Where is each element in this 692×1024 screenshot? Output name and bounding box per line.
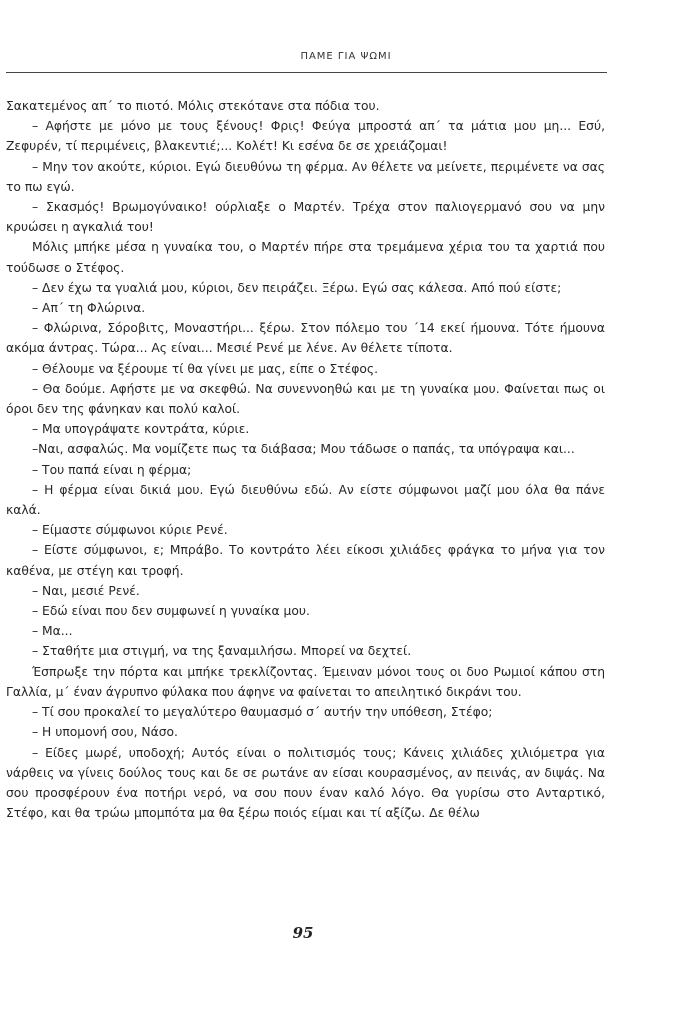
- page-number: 95: [292, 924, 314, 942]
- paragraph: –Ναι, ασφαλώς. Μα νομίζετε πως τα διάβασα; Μου τάδωσε ο παπάς, τα υπόγραψα και...: [32, 442, 575, 457]
- paragraph: – Η φέρμα είναι δικιά μου. Εγώ διευθύνω εδώ. Αν είστε σύμφωνοι μαζί μου όλα θα πάνε καλά.: [6, 482, 605, 518]
- paragraph: – Σταθήτε μια στιγμή, να της ξαναμιλήσω. Μπορεί να δεχτεί.: [32, 644, 412, 659]
- paragraph: – Δεν έχω τα γυαλιά μου, κύριοι, δεν πειράζει. Ξέρω. Εγώ σας κάλεσα. Από πού είστε;: [32, 280, 562, 295]
- paragraph: – Είστε σύμφωνοι, ε; Μπράβο. Το κοντράτο λέει είκοσι χιλιάδες φράγκα το μήνα για τον καθένα, με στέγη και τροφή.: [6, 543, 605, 578]
- paragraph: Μόλις μπήκε μέσα η γυναίκα του, ο Μαρτέν πήρε στα τρεμάμενα χέρια του τα χαρτιά που τούδωσε ο Στέφος.: [6, 240, 605, 275]
- paragraph: Έσπρωξε την πόρτα και μπήκε τρεκλίζοντας. Έμειναν μόνοι τους οι δυο Ρωμιοί κάπου στη Γαλλία, μ΄ έναν άγρυπνο φύλακα που άφηνε να φαίνεται το απειλητικό δικράνι του.: [6, 664, 605, 699]
- paragraph: – Τί σου προκαλεί το μεγαλύτερο θαυμασμό σ΄ αυτήν την υπόθεση, Στέφο;: [32, 705, 493, 720]
- paragraph: – Του παπά είναι η φέρμα;: [32, 462, 192, 477]
- paragraph: – Αφήστε με μόνο με τους ξένους! Φρις! Φεύγα μπροστά απ΄ τα μάτια μου μη... Εσύ, Ζεφυρέν, τί περιμένεις, βλακεντιέ;... Κολέτ! Κι εσένα δε σε χρειάζομαι!: [6, 119, 605, 154]
- paragraph: – Φλώρινα, Σόροβιτς, Μοναστήρι... ξέρω. Στον πόλεμο του ΄14 εκεί ήμουνα. Τότε ήμουνα ακόμα άντρας. Τώρα... Ας είναι... Μεσιέ Ρενέ με λένε. Αν θέλετε τίποτα.: [6, 321, 605, 356]
- paragraph: – Θα δούμε. Αφήστε με να σκεφθώ. Να συνεννοηθώ και με τη γυναίκα μου. Φαίνεται πως οι όροι δεν της φάνηκαν και πολύ καλοί.: [6, 381, 605, 417]
- paragraph: – Η υπομονή σου, Νάσο.: [32, 725, 178, 740]
- header-rule: [6, 72, 607, 73]
- body-text: [6, 96, 605, 823]
- paragraph: Σακατεμένος απ΄ το πιοτό. Μόλις στεκότανε στα πόδια του.: [6, 99, 380, 113]
- paragraph: – Απ΄ τη Φλώρινα.: [32, 301, 146, 316]
- paragraph: – Θέλουμε να ξέρουμε τί θα γίνει με μας, είπε ο Στέφος.: [32, 361, 379, 376]
- paragraph: – Μα...: [32, 624, 73, 639]
- paragraph: – Εδώ είναι που δεν συμφωνεί η γυναίκα μου.: [32, 604, 310, 619]
- paragraph: – Μην τον ακούτε, κύριοι. Εγώ διευθύνω τη φέρμα. Αν θέλετε να μείνετε, περιμένετε να σας το πω εγώ.: [6, 159, 605, 194]
- paragraph: – Σκασμός! Βρωμογύναικο! ούρλιαξε ο Μαρτέν. Τρέχα στον παλιογερμανό σου να μην κρυώσει η αγκαλιά του!: [6, 200, 605, 235]
- running-title: ΠΑΜΕ ΓΙΑ ΨΩΜΙ: [300, 51, 392, 62]
- paragraph: – Είμαστε σύμφωνοι κύριε Ρενέ.: [32, 523, 228, 538]
- paragraph: – Μα υπογράψατε κοντράτα, κύριε.: [32, 422, 250, 437]
- paragraph: – Είδες μωρέ, υποδοχή; Αυτός είναι ο πολιτισμός τους; Κάνεις χιλιάδες χιλιόμετρα για νάρθεις να γίνεις δούλος τους και δε σε ρωτάνε αν είσαι κουρασμένος, αν πεινάς, αν διψάς. Να σου προσφέρουν ένα ποτήρι νερό, να σου πουν έναν καλό λόγο. Θα γυρίσω στο Ανταρτικό, Στέφο, και θα τρώω μπομπότα μα θα ξέρω ποιός είμαι και τί αξίζω. Δε θέλω: [6, 745, 605, 821]
- paragraph: – Ναι, μεσιέ Ρενέ.: [32, 583, 140, 598]
